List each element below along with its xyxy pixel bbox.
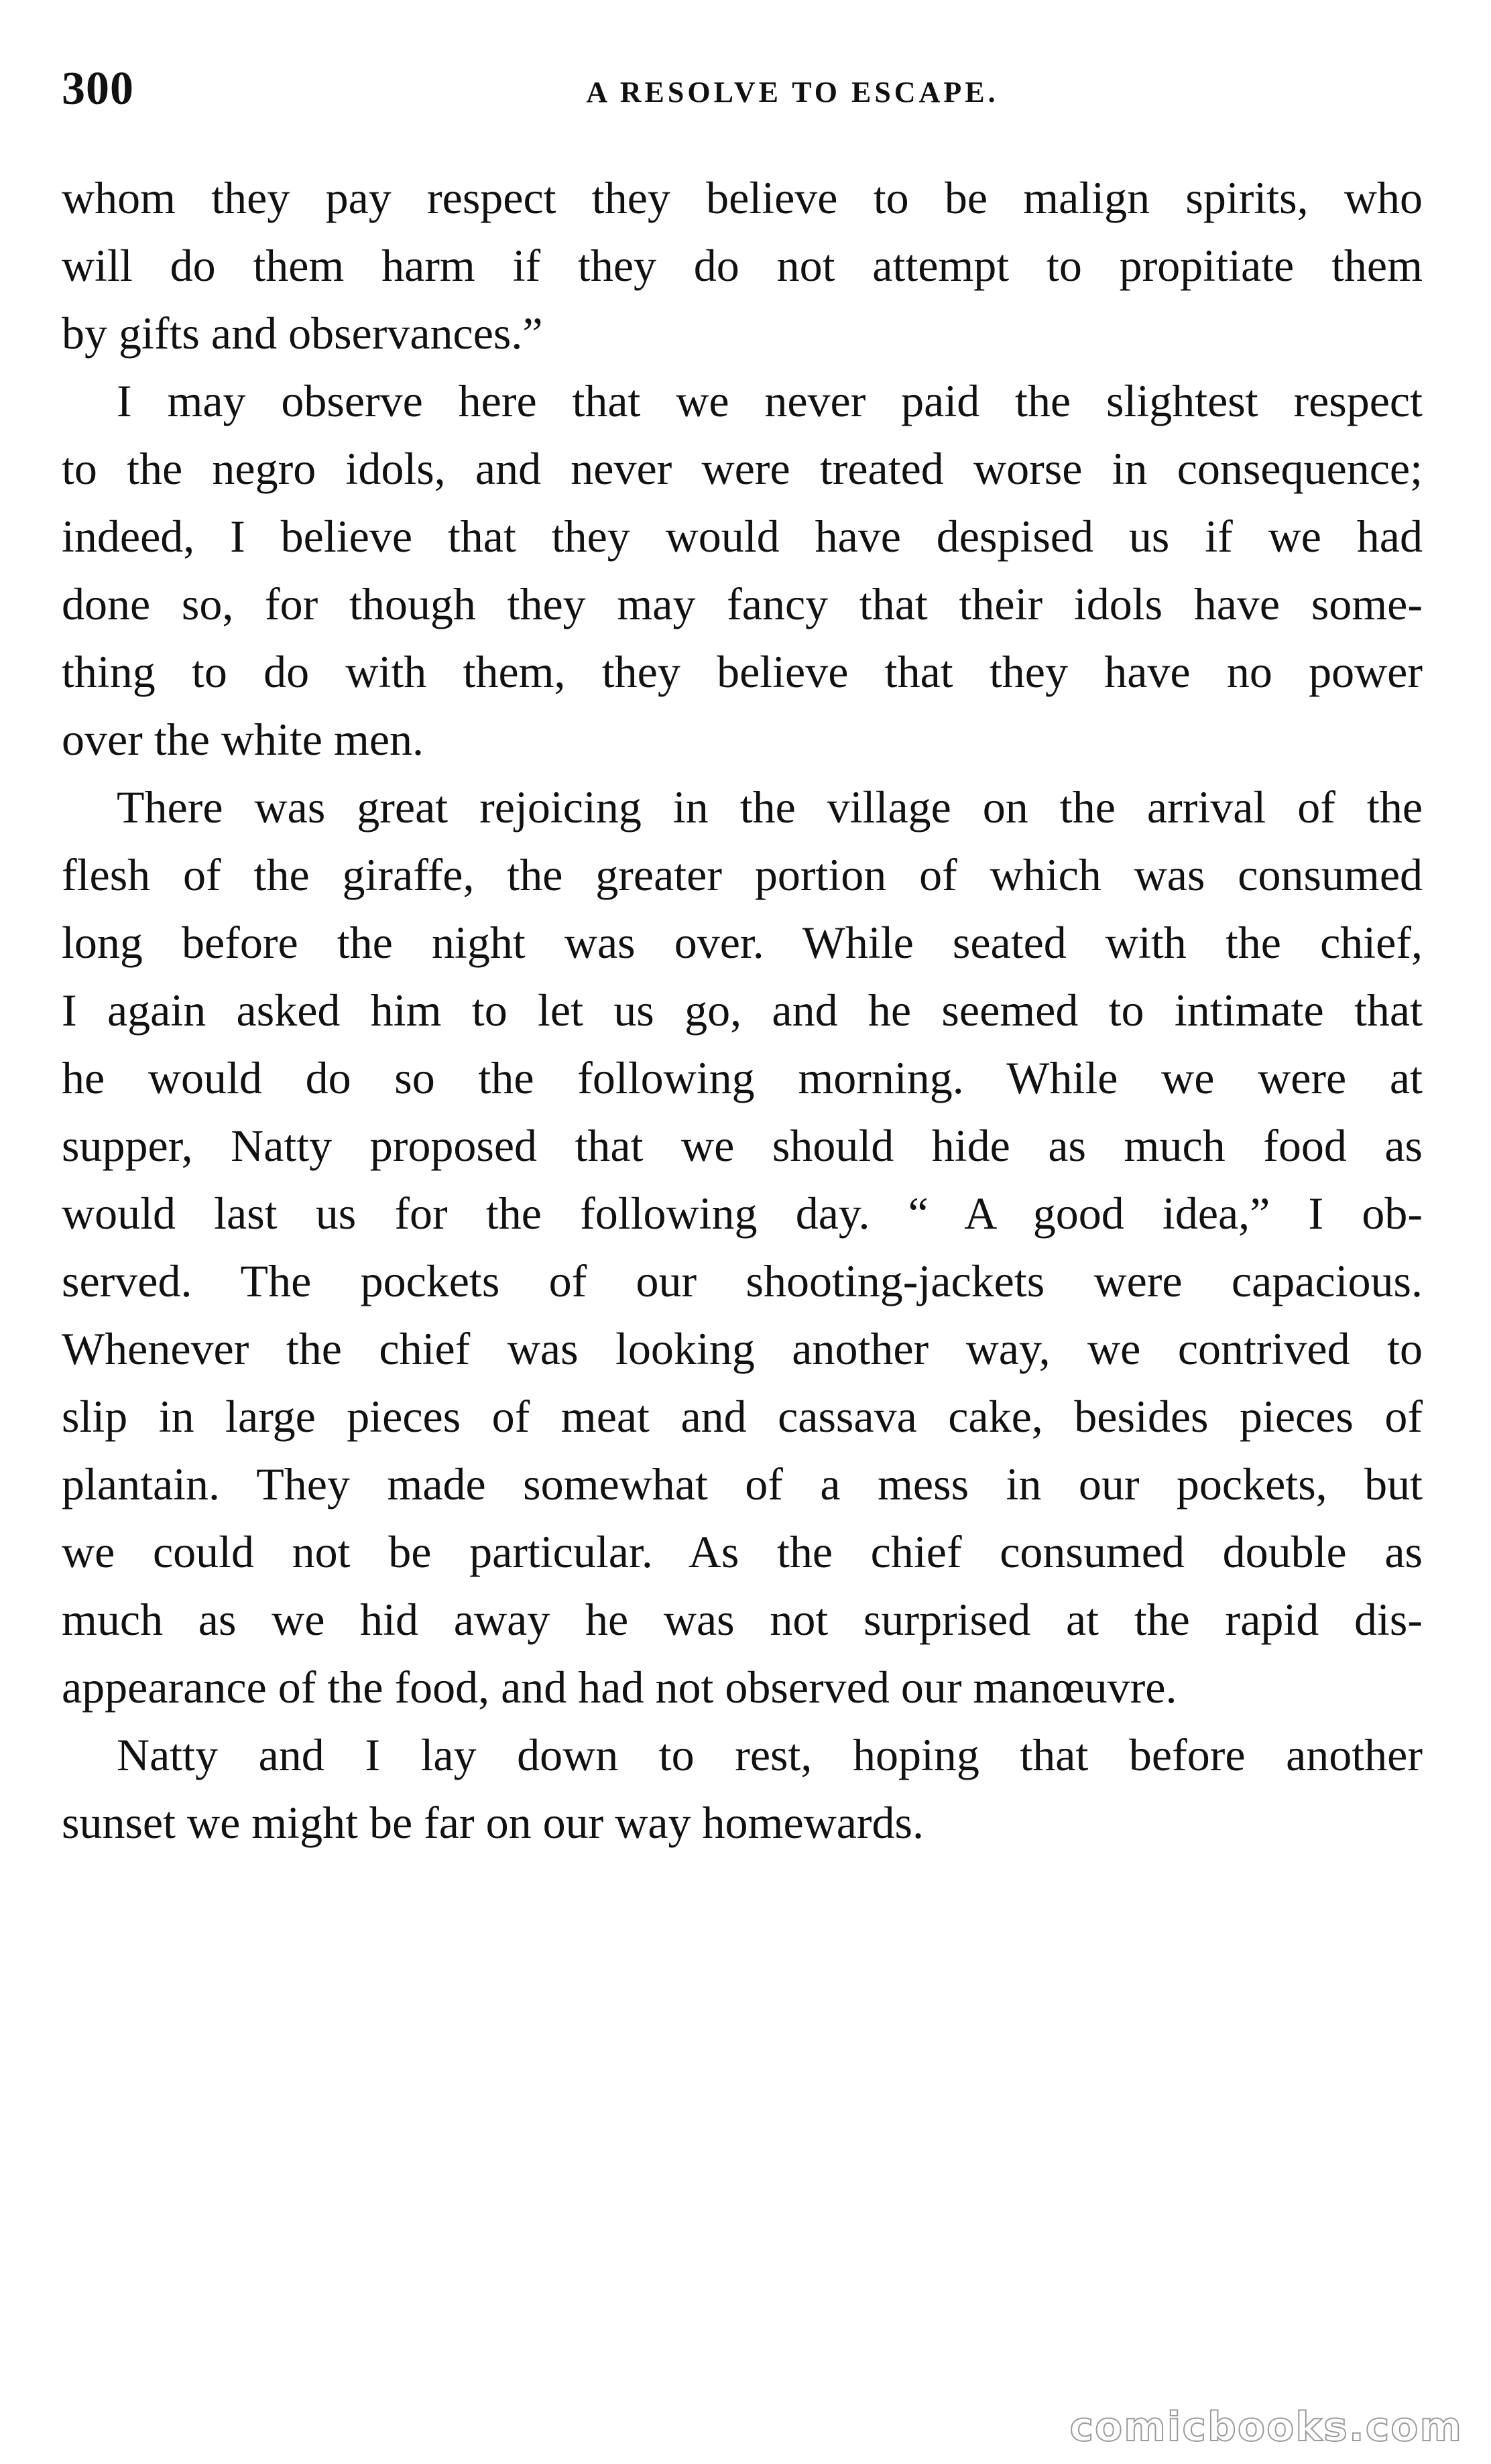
text-line: to the negro idols, and never were treated worse in consequence; xyxy=(62,443,1423,494)
text-line: supper, Natty proposed that we should hide as much food as xyxy=(62,1120,1423,1171)
text-line: slip in large pieces of meat and cassava cake, besides pieces of xyxy=(62,1391,1423,1442)
running-title: A RESOLVE TO ESCAPE. xyxy=(586,76,999,109)
text-line: I again asked him to let us go, and he seemed to intimate that xyxy=(62,985,1423,1036)
text-line: long before the night was over. While seated with the chief, xyxy=(62,917,1423,968)
watermark: comicbooks.com xyxy=(1069,2404,1463,2451)
text-line: appearance of the food, and had not observed our manœuvre. xyxy=(62,1662,1177,1713)
text-line: thing to do with them, they believe that they have no power xyxy=(62,646,1423,697)
paragraph-1 xyxy=(62,164,1423,367)
text-line: plantain. They made somewhat of a mess in our pockets, but xyxy=(62,1459,1423,1510)
text-line: Whenever the chief was looking another way, we contrived to xyxy=(62,1323,1423,1374)
text-line: we could not be particular. As the chief consumed double as xyxy=(62,1526,1423,1577)
text-line: he would do so the following morning. While we were at xyxy=(62,1052,1423,1103)
text-line: would last us for the following day. “ A good idea,” I ob- xyxy=(62,1188,1423,1239)
text-line: over the white men. xyxy=(62,714,424,765)
body-text xyxy=(62,164,1423,1857)
page-header xyxy=(62,59,1429,119)
text-line: Natty and I lay down to rest, hoping that before another xyxy=(117,1729,1423,1780)
paragraph-4 xyxy=(62,1721,1423,1857)
text-line: served. The pockets of our shooting-jackets were capacious. xyxy=(62,1255,1423,1306)
text-line: will do them harm if they do not attempt to propitiate them xyxy=(62,240,1423,291)
paragraph-2 xyxy=(62,367,1423,774)
text-line: whom they pay respect they believe to be malign spirits, who xyxy=(62,172,1423,223)
text-line: I may observe here that we never paid the slightest respect xyxy=(117,375,1423,426)
text-line: done so, for though they may fancy that their idols have some- xyxy=(62,578,1423,629)
text-line: There was great rejoicing in the village on the arrival of the xyxy=(117,782,1423,833)
text-line: much as we hid away he was not surprised at the rapid dis- xyxy=(62,1594,1423,1645)
text-line: indeed, I believe that they would have despised us if we had xyxy=(62,511,1423,562)
text-line: sunset we might be far on our way homewards. xyxy=(62,1797,925,1848)
paragraph-3 xyxy=(62,774,1423,1721)
text-line: flesh of the giraffe, the greater portion of which was consumed xyxy=(62,849,1423,900)
page-number: 300 xyxy=(62,63,134,115)
text-line: by gifts and observances.” xyxy=(62,308,543,359)
